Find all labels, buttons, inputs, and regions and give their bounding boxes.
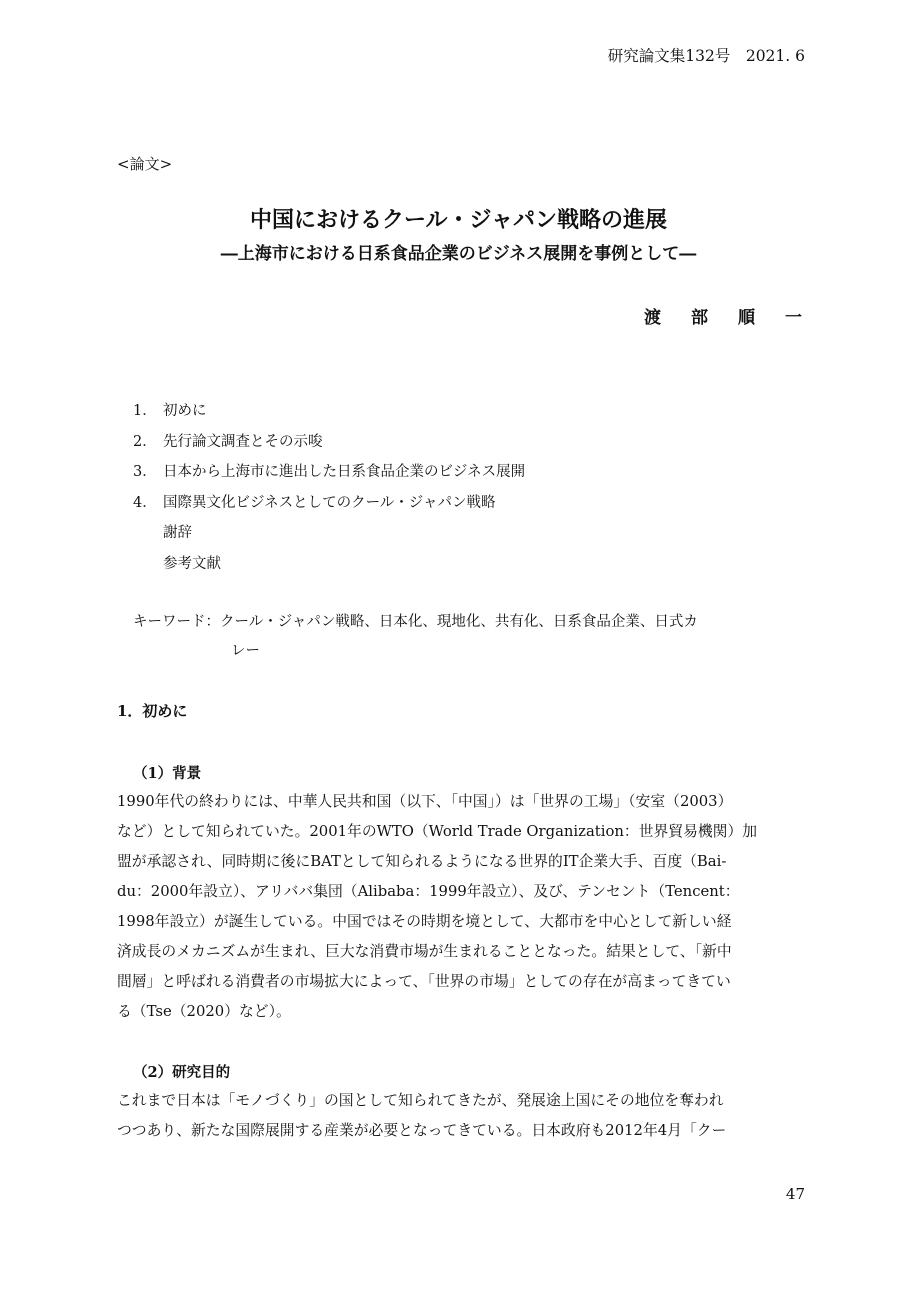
paragraph-line: 間層」と呼ばれる消費者の市場拡大によって、「世界の市場」としての存在が高まってきてい: [117, 973, 731, 990]
toc-item-label: 先行論文調査とその示唆: [163, 433, 323, 450]
toc-item-number: 4．: [133, 494, 157, 511]
paragraph-line: る（Tse（2020）など）。: [117, 1003, 291, 1020]
toc-item-number: 1．: [133, 403, 157, 419]
paragraph-line: 済成長のメカニズムが生まれ、巨大な消費市場が生まれることとなった。結果として、「新中: [117, 943, 732, 960]
article-subtitle: ―上海市における日系食品企業のビジネス展開を事例として―: [220, 244, 697, 264]
paragraph-line: du：2000年設立）、アリババ集団（Alibaba：1999年設立）、及び、テンセント（Tencent：: [117, 883, 740, 900]
journal-reference: 研究論文集132号 2021. 6: [607, 47, 805, 65]
paragraph-line: 1990年代の終わりには、中華人民共和国（以下、「中国」）は「世界の工場」（安室（2003）: [117, 793, 733, 810]
subsection-heading-purpose: （2）研究目的: [133, 1064, 231, 1081]
keywords-block: [133, 608, 793, 666]
subsection-heading-background: （1）背景: [133, 765, 202, 782]
paragraph-line: つつあり、新たな国際展開する産業が必要となってきている。日本政府も2012年4月「クー: [117, 1122, 727, 1139]
keywords-line: レー: [231, 643, 260, 659]
toc-item-label: 初めに: [163, 403, 207, 419]
paragraph-line: これまで日本は「モノづくり」の国として知られてきたが、発展途上国にその地位を奪われ: [117, 1092, 724, 1109]
keywords-line: クール・ジャパン戦略、日本化、現地化、共有化、日系食品企業、日式カ: [220, 614, 698, 630]
paragraph-line: など）として知られていた。2001年のWTO（World Trade Organization：世界貿易機関）加: [117, 823, 758, 840]
toc-item: [133, 457, 525, 488]
article-title: 中国におけるクール・ジャパン戦略の進展: [249, 207, 668, 233]
toc-item: [133, 427, 525, 458]
table-of-contents: [133, 396, 525, 579]
toc-item-label: 日本から上海市に進出した日系食品企業のビジネス展開: [163, 464, 526, 480]
paragraph-line: 盟が承認され、同時期に後にBATとして知られるようになる世界的IT企業大手、百度（Bai-: [117, 853, 727, 870]
toc-item-label: 国際異文化ビジネスとしてのクール・ジャパン戦略: [163, 494, 496, 511]
article-genre-label: <論文>: [117, 155, 173, 173]
toc-item: [133, 488, 525, 519]
keywords-label: キーワード：: [133, 614, 220, 630]
toc-item-number: 3．: [133, 464, 157, 480]
author-name: 渡部順一: [644, 308, 832, 328]
paragraph-purpose: [117, 1086, 800, 1146]
toc-references: 参考文献: [163, 555, 221, 572]
paragraph-background: [117, 787, 800, 1027]
toc-acknowledgements: 謝辞: [163, 525, 192, 541]
toc-item-number: 2．: [133, 433, 157, 450]
page-number: 47: [785, 1185, 805, 1203]
paragraph-line: 1998年設立）が誕生している。中国ではその時期を境として、大都市を中心として新しい経: [117, 913, 732, 930]
toc-item: [133, 396, 525, 427]
section-heading: 1．初めに: [117, 702, 188, 720]
